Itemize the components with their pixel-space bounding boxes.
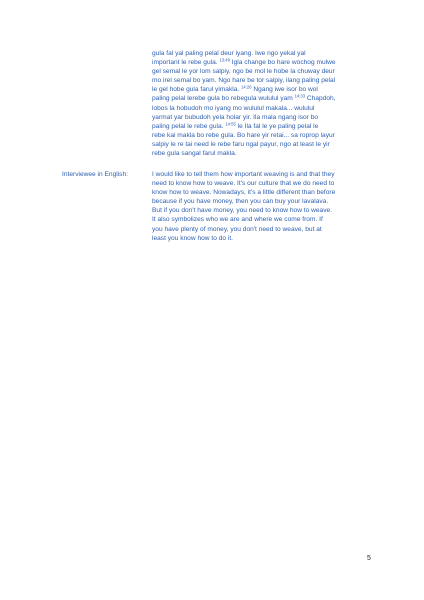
vernacular-line: salpiy le re tai need le rebe faru ngal payur, ngo at least le yir [152, 140, 330, 148]
vernacular-line: yarmat yar bubudoh yela holar yir. Ila mala ngang isor bo [152, 113, 319, 121]
vernacular-line: lobos la hobudoh mo iyang mo wululul makala... wululul [152, 104, 315, 112]
timestamp: 14:55 [225, 121, 236, 127]
vernacular-line: gel semal le yor lom salpiy, ngo be mol le hobe la chuway deur [152, 68, 335, 76]
english-line: because if you have money, then you can buy your lavalava. [152, 198, 329, 206]
vernacular-line: rebe kai makla bo rebe gula. Bo hare yir retai... sa roprop layur [152, 131, 335, 139]
english-line: you have plenty of money, you don't need to weave, but at [152, 225, 322, 233]
english-line: But if you don't have money, you need to know how to weave. [152, 207, 333, 215]
vernacular-line: gula fal yal paling pelal deur iyang. Iwe ngo yekal yal [152, 50, 306, 57]
vernacular-line: important le rebe gula. $^{13:49}$ Igla change bo hare wochog mulwe [152, 57, 336, 67]
english-line: need to know how to weave. It's our culture that we do need to [152, 180, 335, 188]
english-line: It also symbolizes who we are and where we come from. If [152, 216, 323, 224]
timestamp: 14:33 [294, 93, 306, 99]
speaker-label: Interviewee in English: [62, 171, 128, 178]
vernacular-line: mo irel semal bo yam. Ngo hare be tor salpiy, ilang paling pelal [152, 77, 336, 85]
vernacular-paragraph [152, 49, 336, 158]
english-line: I would like to tell them how important weaving is and that they [152, 171, 335, 178]
timestamp: 13:49 [219, 57, 230, 63]
vernacular-line: paling pelal le rebe gula. $^{14:55}$ le Ila fal le ye paling pelal le [152, 121, 319, 130]
vernacular-line: le gel hobe gula farul yimakla. $^{14:26}$ Ngang iwe isor bo wol [152, 84, 318, 94]
english-paragraph [152, 170, 335, 243]
english-line: know how to weave. Nowadays, it's a little different than before [152, 189, 336, 197]
english-line: least you know how to do it. [152, 234, 234, 242]
vernacular-line: paling pelal lerebe gula bo rebegula wululul yam $^{14:33}$ Chapdoh, [152, 93, 336, 103]
page-number: 5 [367, 555, 371, 562]
vernacular-line: rebe gula sangal farul makla. [152, 150, 237, 158]
timestamp: 14:26 [241, 84, 252, 90]
